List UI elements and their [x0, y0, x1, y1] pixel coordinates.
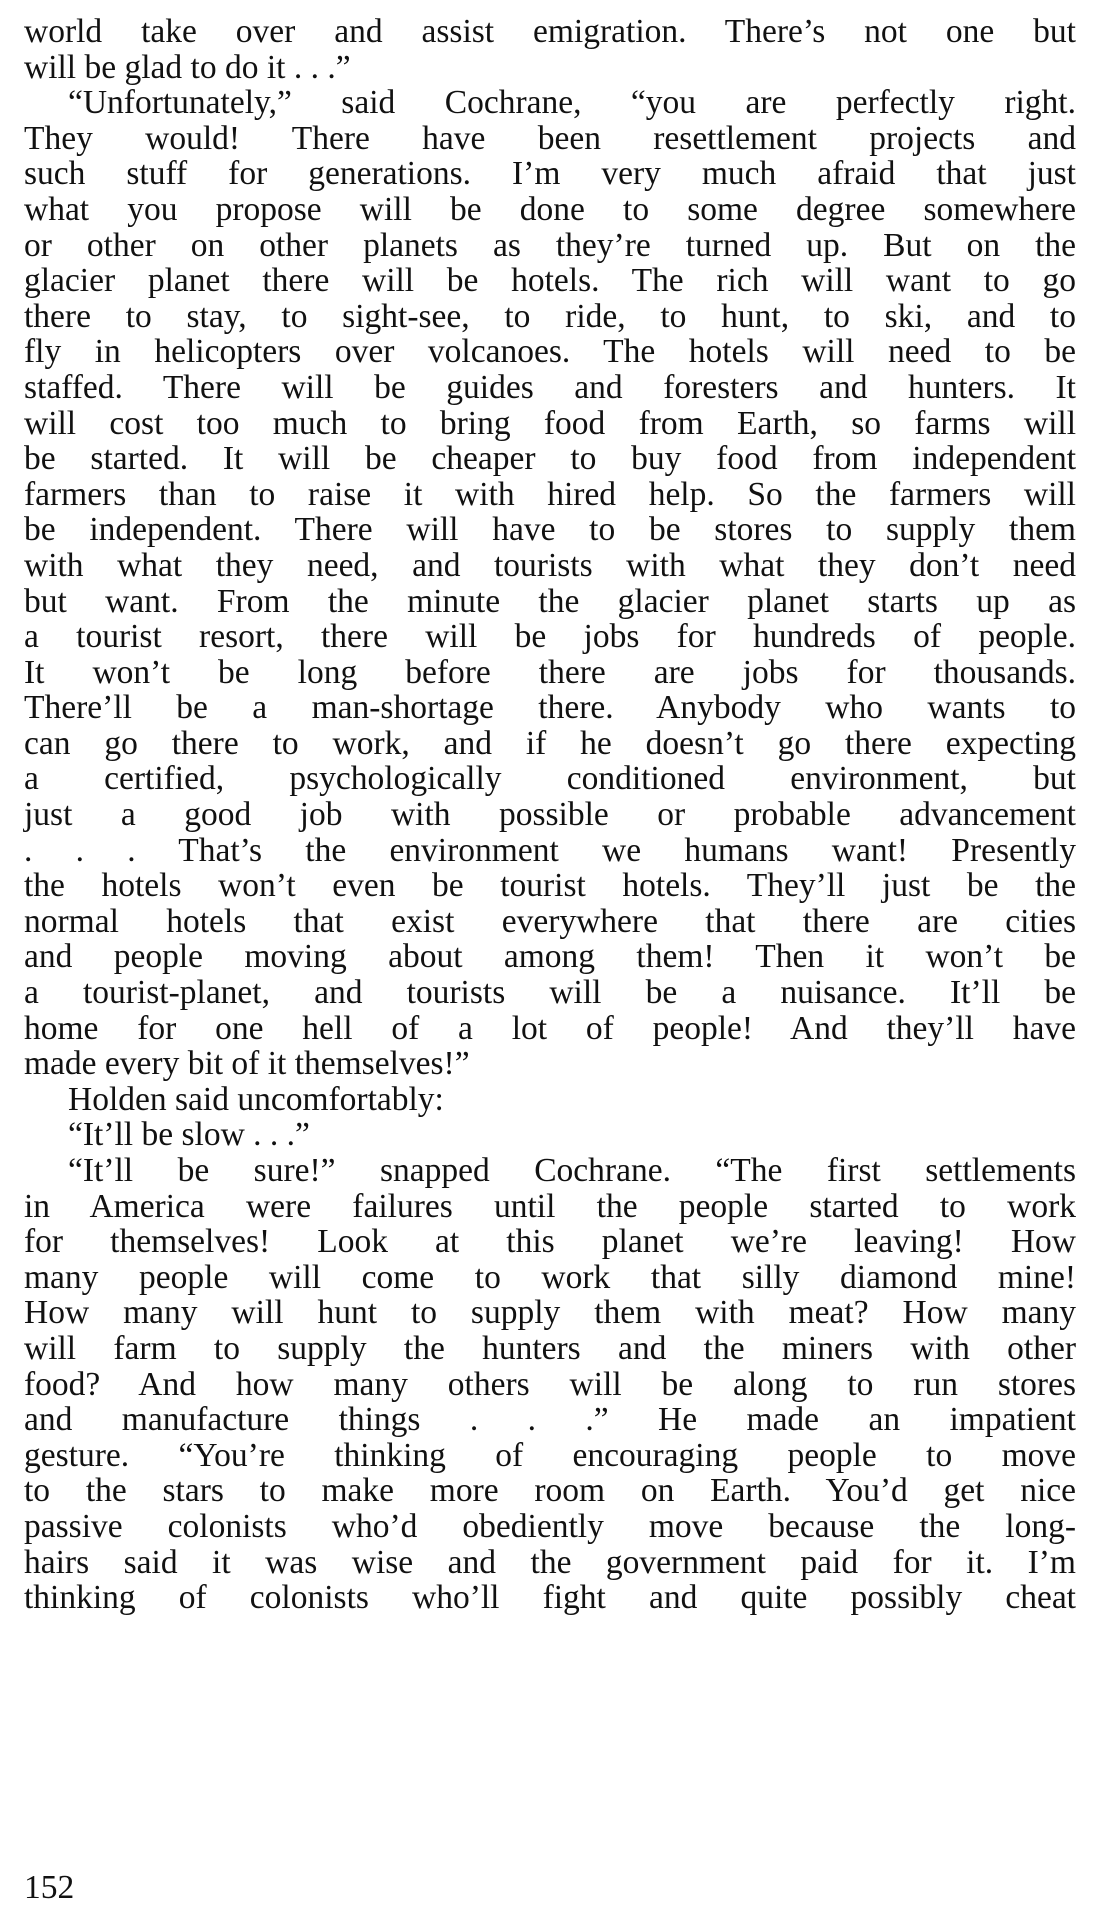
- text-line: . . . That’s the environment we humans want! Presently: [24, 831, 1076, 869]
- text-line: a tourist resort, there will be jobs for hundreds of people.: [24, 618, 1076, 656]
- text-line: but want. From the minute the glacier planet starts up as: [24, 582, 1076, 620]
- text-line: glacier planet there will be hotels. The rich will want to go: [24, 262, 1076, 300]
- text-line: and manufacture things . . .” He made an impatient: [24, 1401, 1076, 1439]
- text-line: “Unfortunately,” said Cochrane, “you are perfectly right.: [68, 84, 1076, 122]
- text-line: normal hotels that exist everywhere that there are cities: [24, 902, 1076, 940]
- text-line: will cost too much to bring food from Earth, so farms will: [24, 404, 1076, 442]
- text-line: There’ll be a man-shortage there. Anybody who wants to: [24, 689, 1076, 727]
- text-line: with what they need, and tourists with what they don’t need: [24, 546, 1076, 584]
- text-line: “It’ll be slow . . .”: [68, 1116, 310, 1154]
- page-body-text: [24, 14, 1076, 1616]
- text-line: gesture. “You’re thinking of encouraging people to move: [24, 1436, 1076, 1474]
- text-line: for themselves! Look at this planet we’re leaving! How: [24, 1223, 1076, 1261]
- text-line: They would! There have been resettlement projects and: [24, 119, 1076, 157]
- text-line: thinking of colonists who’ll fight and quite possibly cheat: [24, 1579, 1076, 1617]
- text-line: Holden said uncomfortably:: [68, 1080, 444, 1118]
- text-line: passive colonists who’d obediently move because the long-: [24, 1507, 1076, 1545]
- text-line: hairs said it was wise and the government paid for it. I’m: [24, 1543, 1076, 1581]
- text-line: will be glad to do it . . .”: [24, 48, 351, 86]
- book-page: [24, 14, 1076, 1616]
- text-line: such stuff for generations. I’m very much afraid that just: [24, 155, 1076, 193]
- text-line: made every bit of it themselves!”: [24, 1045, 470, 1083]
- text-line: food? And how many others will be along to run stores: [24, 1365, 1076, 1403]
- page-number: 152: [24, 1869, 75, 1906]
- text-line: and people moving about among them! Then it won’t be: [24, 938, 1076, 976]
- text-line: just a good job with possible or probable advancement: [24, 796, 1076, 834]
- text-line: there to stay, to sight-see, to ride, to hunt, to ski, and to: [24, 297, 1076, 335]
- text-line: a certified, psychologically conditioned environment, but: [24, 760, 1076, 798]
- text-line: in America were failures until the people started to work: [24, 1187, 1076, 1225]
- text-line: the hotels won’t even be tourist hotels. They’ll just be the: [24, 867, 1076, 905]
- text-line: fly in helicopters over volcanoes. The hotels will need to be: [24, 333, 1076, 371]
- text-line: be started. It will be cheaper to buy food from independent: [24, 440, 1076, 478]
- text-line: a tourist-planet, and tourists will be a nuisance. It’ll be: [24, 974, 1076, 1012]
- text-line: can go there to work, and if he doesn’t go there expecting: [24, 724, 1076, 762]
- text-line: home for one hell of a lot of people! And they’ll have: [24, 1009, 1076, 1047]
- text-line: will farm to supply the hunters and the miners with other: [24, 1329, 1076, 1367]
- text-line: or other on other planets as they’re turned up. But on the: [24, 226, 1076, 264]
- text-line: many people will come to work that silly diamond mine!: [24, 1258, 1076, 1296]
- text-line: to the stars to make more room on Earth. You’d get nice: [24, 1472, 1076, 1510]
- text-line: “It’ll be sure!” snapped Cochrane. “The first settlements: [68, 1152, 1076, 1189]
- text-line: be independent. There will have to be stores to supply them: [24, 511, 1076, 549]
- text-line: It won’t be long before there are jobs for thousands.: [24, 653, 1076, 691]
- text-line: farmers than to raise it with hired help. So the farmers will: [24, 475, 1076, 513]
- text-line: world take over and assist emigration. There’s not one but: [24, 13, 1076, 50]
- text-line: How many will hunt to supply them with meat? How many: [24, 1294, 1076, 1332]
- text-line: what you propose will be done to some degree somewhere: [24, 190, 1076, 228]
- text-line: staffed. There will be guides and foresters and hunters. It: [24, 368, 1076, 406]
